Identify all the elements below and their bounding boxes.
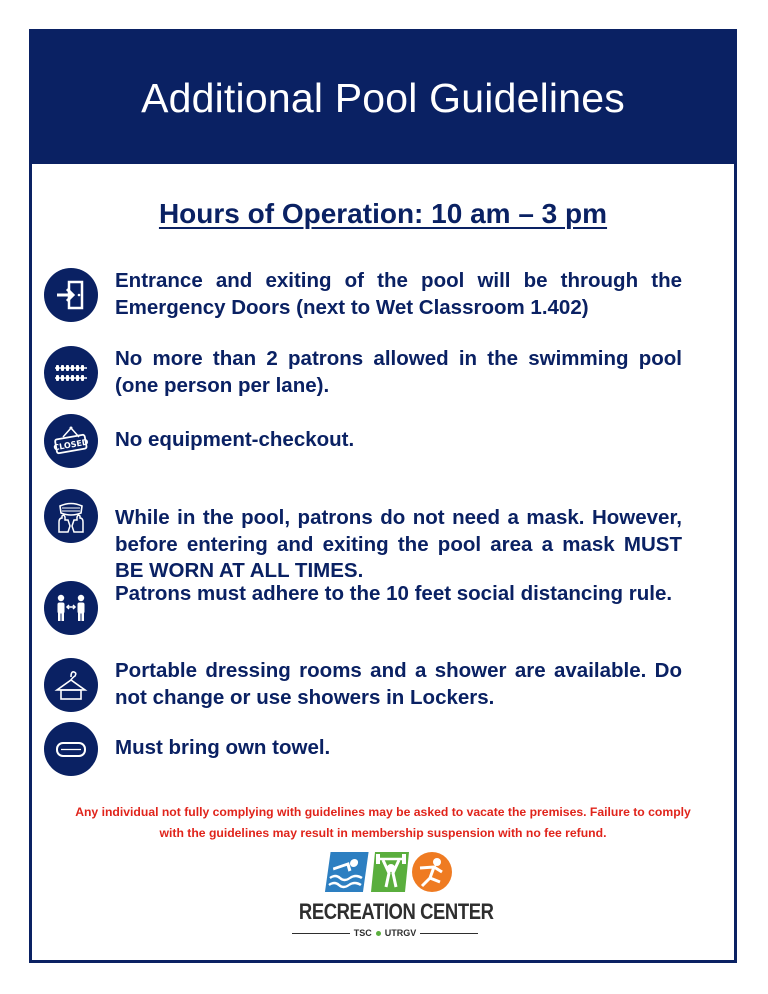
logo-sub-right: UTRGV <box>384 928 417 938</box>
poster-frame <box>29 29 737 963</box>
recreation-center-logo <box>280 849 494 939</box>
rule-text: Portable dressing rooms and a shower are available. Do not change or use showers in Lockers. <box>115 659 682 709</box>
header-banner <box>32 32 734 164</box>
svg-text:CLOSED: CLOSED <box>52 437 90 453</box>
logo-sub-left: TSC <box>353 928 372 938</box>
hours-of-operation <box>32 198 734 230</box>
rule-text: Patrons must adhere to the 10 feet social distancing rule. <box>115 582 673 605</box>
mask-hands-icon <box>44 489 98 543</box>
rule-text: While in the pool, patrons do not need a mask. However, before entering and exiting the pool area a mask MUST BE WORN AT ALL TIMES. <box>115 506 682 582</box>
logo-divider-left <box>292 933 350 934</box>
logo-dot <box>376 931 381 936</box>
towel-icon <box>44 722 98 776</box>
hanger-icon <box>44 658 98 712</box>
emergency-exit-door-icon <box>44 268 98 322</box>
logo-subtitle <box>280 928 490 938</box>
rule-text: Entrance and exiting of the pool will be through the Emergency Doors (next to Wet Classroom 1.402) <box>115 269 682 319</box>
logo-divider-right <box>420 933 478 934</box>
closed-sign-icon <box>44 414 98 468</box>
logo-title: RECREATION CENTER <box>298 899 494 924</box>
rule-text: No equipment-checkout. <box>115 428 355 451</box>
logo-icons <box>324 849 454 895</box>
pool-lanes-icon <box>44 346 98 400</box>
page-title: Additional Pool Guidelines <box>141 74 625 121</box>
rule-text: Must bring own towel. <box>115 736 331 759</box>
hours-text: Hours of Operation: 10 am – 3 pm <box>158 198 608 229</box>
rule-text: No more than 2 patrons allowed in the swimming pool (one person per lane). <box>115 347 682 397</box>
social-distancing-icon <box>44 581 98 635</box>
compliance-warning: Any individual not fully complying with guidelines may be asked to vacate the premises. Failure to comply with the guidelines may result in membership suspension with no fee refund. <box>75 805 691 840</box>
